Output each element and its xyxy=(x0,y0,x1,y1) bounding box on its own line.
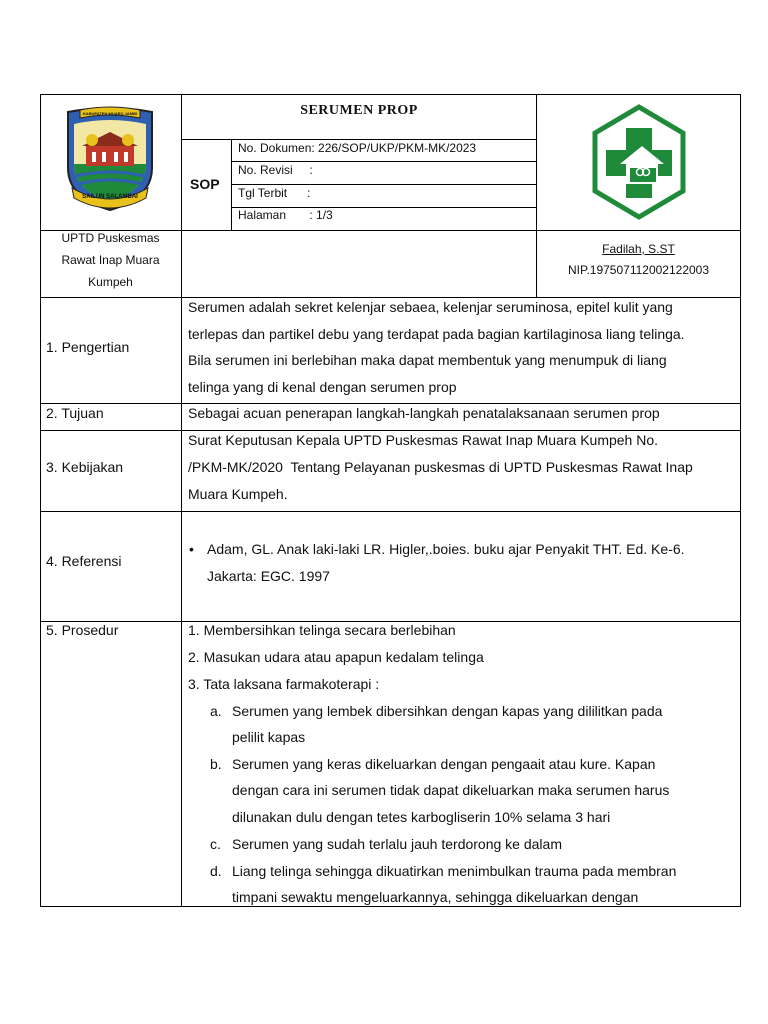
section-label-prosedur: 5. Prosedur xyxy=(46,622,119,638)
section-label-pengertian: 1. Pengertian xyxy=(46,339,130,355)
sub-step-marker: b. xyxy=(210,756,222,772)
sub-step-marker: d. xyxy=(210,863,222,879)
reference-item-continued: Jakarta: EGC. 1997 xyxy=(207,568,330,584)
org-line: Kumpeh xyxy=(88,275,133,289)
sub-step-line: pelilit kapas xyxy=(232,729,306,745)
sub-step-line: timpani sewaktu mengeluarkannya, sehingga dikeluarkan dengan xyxy=(232,889,639,905)
sub-step-line: dengan cara ini serumen tidak dapat dikeluarkan maka serumen harus xyxy=(232,782,670,798)
document-title: SERUMEN PROP xyxy=(300,103,418,118)
puskesmas-logo xyxy=(592,104,686,220)
reference-item: • Adam, GL. Anak laki-laki LR. Higler,.boies. buku ajar Penyakit THT. Ed. Ke-6. xyxy=(207,536,685,563)
procedure-step: 3. Tata laksana farmakoterapi : xyxy=(188,676,380,692)
sop-label: SOP xyxy=(190,176,220,192)
doc-field-issue-date: Tgl Terbit : xyxy=(238,186,311,200)
org-line: Rawat Inap Muara xyxy=(61,253,160,267)
section-label-kebijakan: 3. Kebijakan xyxy=(46,459,124,475)
sub-step-line: Serumen yang keras dikeluarkan dengan pengaait atau kure. Kapan xyxy=(232,756,656,772)
signer-nip: NIP.197507112002122003 xyxy=(567,263,710,277)
doc-field-revision: No. Revisi : xyxy=(238,163,313,177)
logo-text-top: KABUPATEN MUARO JAMBI xyxy=(82,111,138,116)
paragraph-line: Bila serumen ini berlebihan maka dapat membentuk yang menumpuk di liang xyxy=(188,352,667,368)
muaro-jambi-logo xyxy=(62,106,158,214)
doc-field-number: No. Dokumen: 226/SOP/UKP/PKM-MK/2023 xyxy=(238,141,477,155)
paragraph-line: Serumen adalah sekret kelenjar sebaea, kelenjar seruminosa, epitel kulit yang xyxy=(188,299,673,315)
doc-field-page: Halaman : 1/3 xyxy=(238,208,333,222)
procedure-step: 2. Masukan udara atau apapun kedalam telinga xyxy=(188,649,484,665)
sub-step-marker: c. xyxy=(210,836,221,852)
procedure-step: 1. Membersihkan telinga secara berlebihan xyxy=(188,622,456,638)
signer-name: Fadilah, S.ST xyxy=(602,242,675,256)
tujuan-content: Sebagai acuan penerapan langkah-langkah penatalaksanaan serumen prop xyxy=(188,405,660,421)
sub-step-line: dilunakan dulu dengan tetes karbogliserin 10% selama 3 hari xyxy=(232,809,611,825)
paragraph-line: Muara Kumpeh. xyxy=(188,486,288,502)
paragraph-line: Surat Keputusan Kepala UPTD Puskesmas Rawat Inap Muara Kumpeh No. xyxy=(188,432,659,448)
sub-step-line: Serumen yang lembek dibersihkan dengan kapas yang dililitkan pada xyxy=(232,703,663,719)
org-line: UPTD Puskesmas xyxy=(61,231,160,245)
sub-step-line: Serumen yang sudah terlalu jauh terdorong ke dalam xyxy=(232,836,562,852)
paragraph-line: telinga yang di kenal dengan serumen prop xyxy=(188,379,457,395)
paragraph-line: terlepas dan partikel debu yang terdapat pada bagian kartilaginosa liang telinga. xyxy=(188,326,685,342)
section-label-referensi: 4. Referensi xyxy=(46,553,122,569)
sub-step-line: Liang telinga sehingga dikuatirkan menimbulkan trauma pada membran xyxy=(232,863,677,879)
logo-text-bottom: SAILUN SALAMBAI xyxy=(82,194,138,200)
paragraph-line: /PKM-MK/2020 Tentang Pelayanan puskesmas di UPTD Puskesmas Rawat Inap xyxy=(188,459,693,475)
sub-step-marker: a. xyxy=(210,703,222,719)
section-label-tujuan: 2. Tujuan xyxy=(46,405,104,421)
